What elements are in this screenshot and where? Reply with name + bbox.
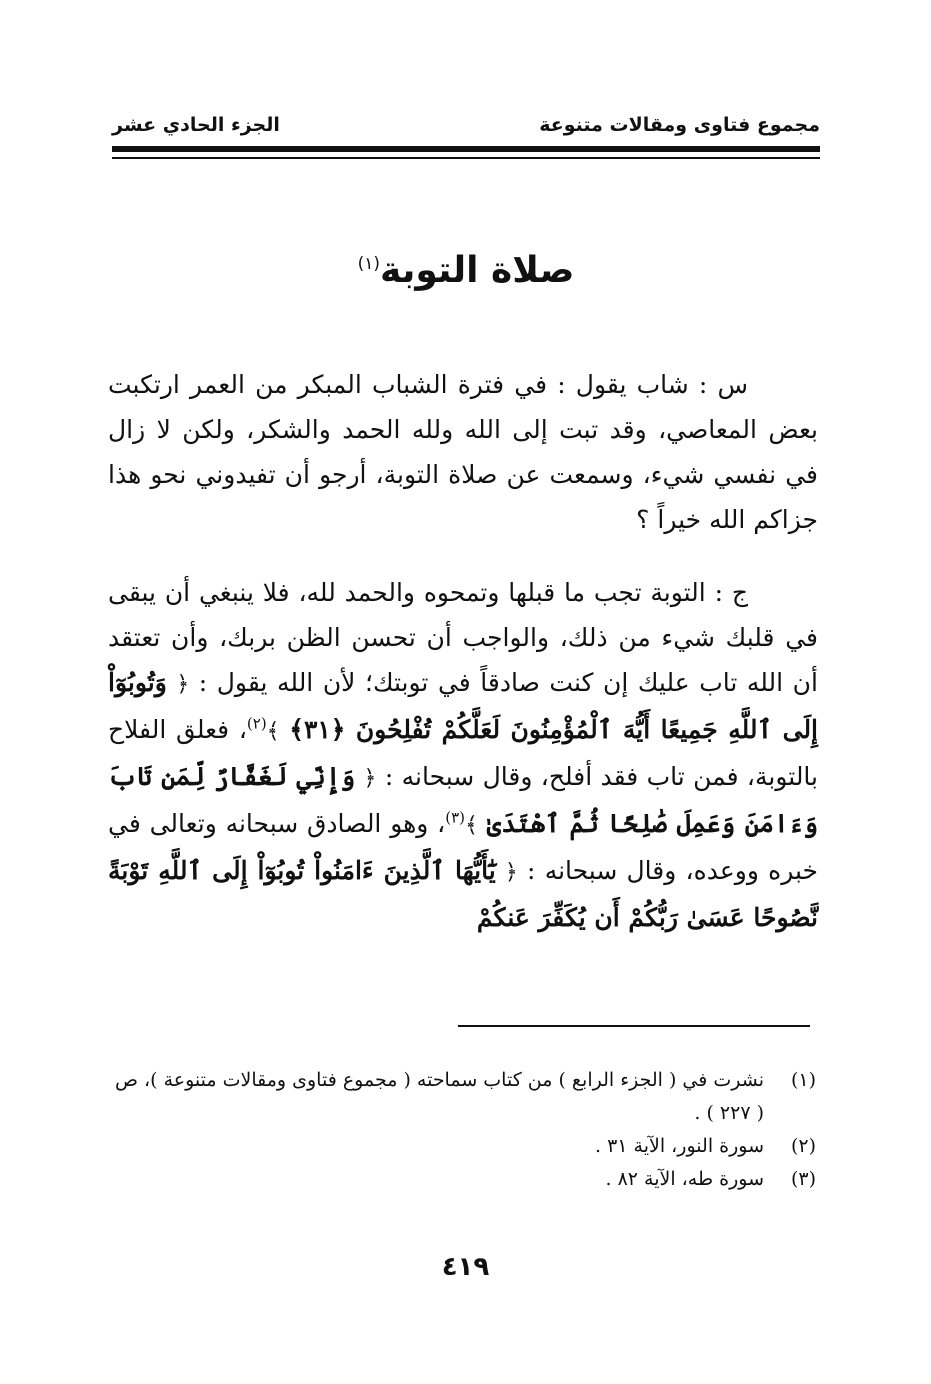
header-book-title: مجموع فتاوى ومقالات متنوعة (539, 114, 820, 136)
footnote-number: (٣) (790, 1168, 816, 1190)
answer-paragraph (108, 570, 818, 940)
verse-bracket-open: ﴿ (504, 860, 518, 885)
footnote-text: سورة طه، الآية ٨٢ . (605, 1168, 764, 1190)
answer-text-1: التوبة تجب ما قبلها وتمحوه والحمد لله، فلا ينبغي أن يبقى في قلبك شيء من ذلك، والواجب أن تحسن الظن بربك، وأن تعتقد أن الله تاب عليك إن كنت صادقاً في توبتك؛ لأن الله يقول : (108, 578, 818, 697)
verse-bracket-open: ﴿ (176, 672, 190, 697)
running-header (112, 112, 820, 138)
question-text: شاب يقول : في فترة الشباب المبكر من العمر ارتكبت بعض المعاصي، وقد تبت إلى الله ولله الحمد والشكر، ولكن لا زال في نفسي شيء، وسمعت عن صلاة التوبة، أرجو أن تفيدوني نحو هذا جزاكم الله خيراً ؟ (108, 370, 818, 534)
header-rule-thin (112, 157, 820, 159)
footnote-ref-3: (٣) (445, 808, 466, 827)
answer-text-2: ، فعلق الفلاح بالتوبة، فمن تاب فقد أفلح، وقال سبحانه : (108, 715, 819, 791)
footnote-text: نشرت في ( الجزء الرابع ) من كتاب سماحته ( مجموع فتاوى ومقالات متنوعة )، ص ( ٢٢٧ ) . (115, 1069, 764, 1124)
question-paragraph (108, 362, 818, 542)
article-title (112, 236, 820, 299)
footnote-number: (٢) (790, 1135, 816, 1157)
footnotes (108, 1064, 816, 1196)
question-marker: س : (698, 370, 749, 399)
footnote-text: سورة النور، الآية ٣١ . (594, 1135, 764, 1157)
title-footnote-ref: (١) (357, 254, 381, 274)
verse-bracket-open: ﴿ (363, 766, 377, 791)
quran-verse-1: وَتُوبُوٓاْ إِلَى ٱللَّهِ جَمِيعًا أَيُّهَ ٱلْمُؤْمِنُونَ لَعَلَّكُمْ تُفْلِحُونَ ﴿٣١﴾ (108, 668, 819, 744)
header-volume: الجزء الحادي عشر (112, 114, 280, 136)
footnote (108, 1064, 816, 1130)
answer-marker: ج : (714, 578, 748, 607)
footnote-separator (458, 1025, 810, 1027)
header-rule-thick (112, 146, 820, 152)
article-body (108, 362, 818, 940)
quran-verse-2: وَإِنِّي لَغَفَّارٌ لِّمَن تَابَ وَءَامَنَ وَعَمِلَ صَٰلِحًا ثُمَّ ٱهْتَدَىٰ (108, 762, 818, 838)
verse-bracket-close: ﴾ (266, 719, 280, 744)
page-number: ٤١٩ (441, 1252, 490, 1282)
footnote-ref-2: (٢) (246, 714, 267, 733)
answer-text-3: ، وهو الصادق سبحانه وتعالى في خبره ووعده، وقال سبحانه : (108, 809, 819, 885)
footnote-number: (١) (790, 1069, 816, 1091)
verse-bracket-close: ﴾ (465, 813, 478, 838)
article-title-text: صلاة التوبة (380, 250, 575, 291)
footnote (108, 1130, 816, 1163)
quran-verse-3: يَٰٓأَيُّهَا ٱلَّذِينَ ءَامَنُواْ تُوبُوٓاْ إِلَى ٱللَّهِ تَوْبَةً نَّصُوحًا عَسَىٰ رَبُّكُمْ أَن يُكَفِّرَ عَنكُمْ (108, 856, 818, 932)
footnote (108, 1163, 816, 1196)
